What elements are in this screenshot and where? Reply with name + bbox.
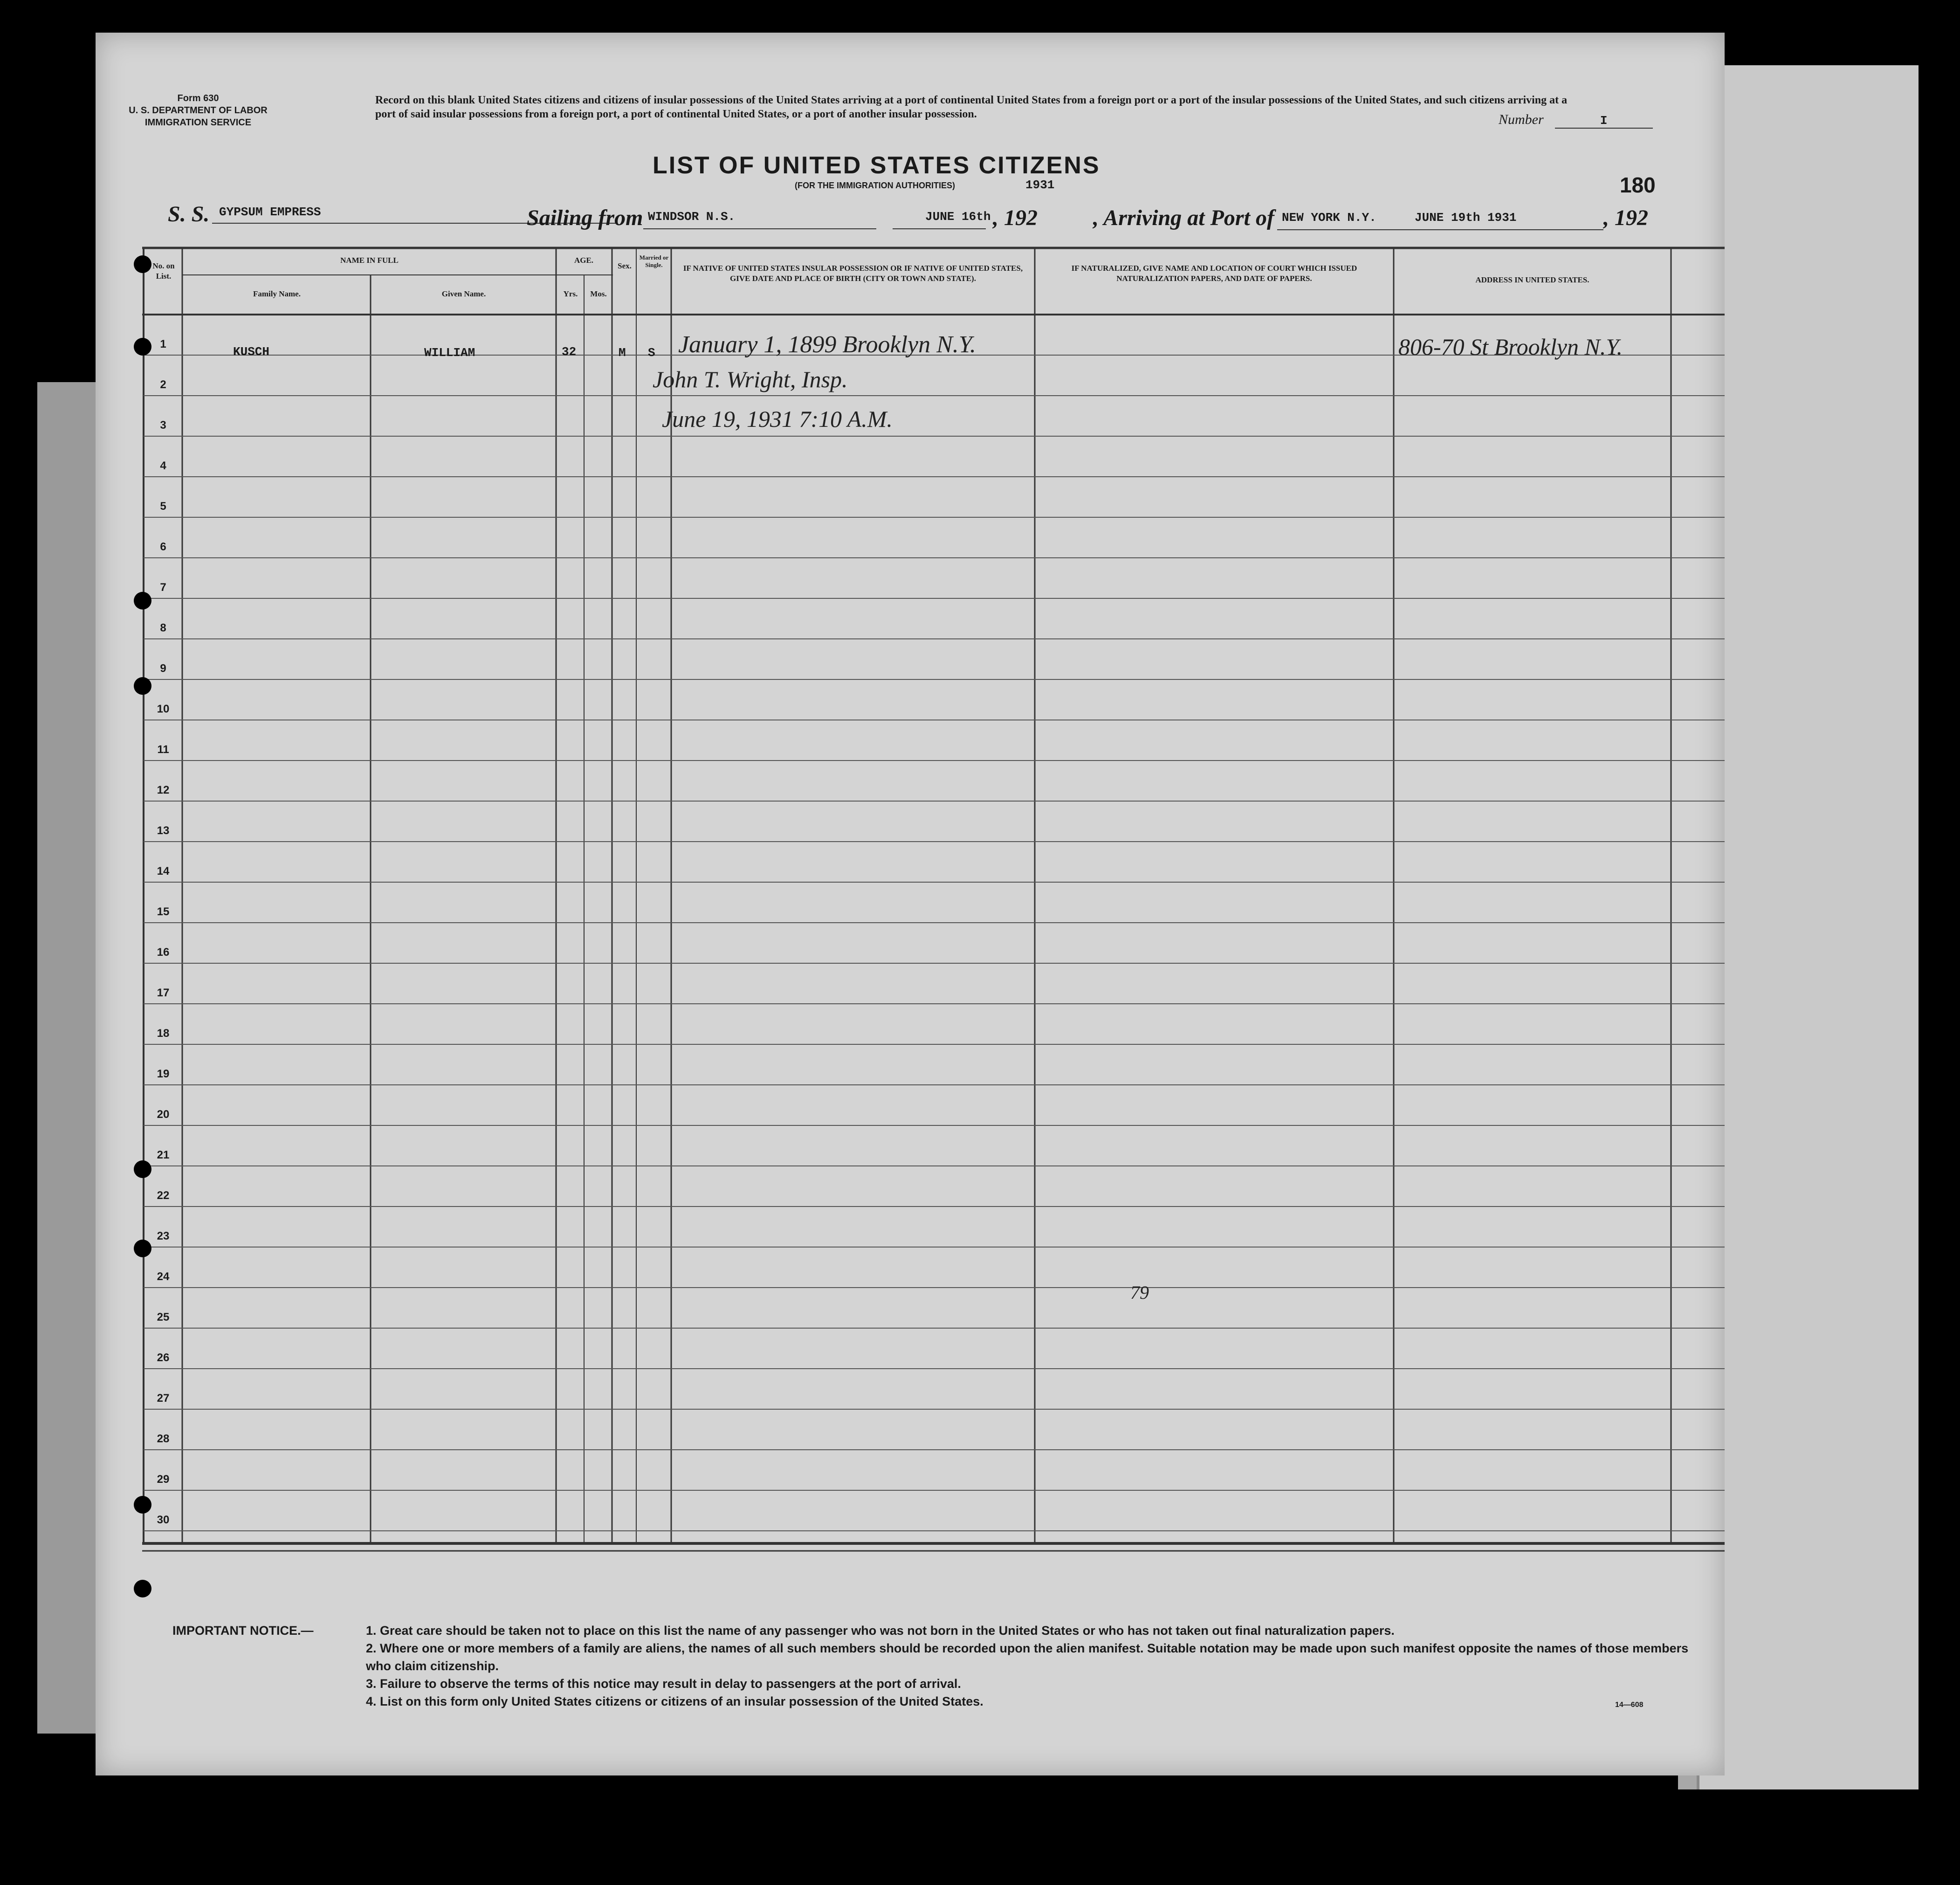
binder-hole (134, 677, 151, 695)
entry-address: 806-70 St Brooklyn N.Y. (1398, 334, 1623, 360)
stacked-pages-edge (37, 382, 98, 1734)
col-place-of-birth: IF NATIVE OF UNITED STATES INSULAR POSSESSION OR IF NATIVE OF UNITED STATES, GIVE DATE AND PLACE OF BIRTH (CITY OR TOWN AND STATE). (683, 264, 1023, 283)
row-number: 15 (157, 905, 170, 918)
row-number: 20 (157, 1108, 170, 1121)
col-married-single: Married or Single. (639, 254, 669, 268)
number-value: I (1555, 114, 1653, 129)
binder-hole (134, 255, 151, 273)
col-given-name: Given Name. (441, 289, 486, 298)
notice-item: 4. List on this form only United States citizens or citizens of an insular possession of the United States. (366, 1694, 983, 1708)
footer-code: 14—608 (1615, 1701, 1644, 1709)
service-name: IMMIGRATION SERVICE (144, 117, 252, 128)
row-number: 26 (157, 1351, 170, 1364)
entry-family-name: KUSCH (233, 345, 270, 359)
arriving-label: , Arriving at Port of (1093, 206, 1274, 230)
col-age-yrs: Yrs. (563, 289, 578, 298)
stray-mark: 79 (1130, 1282, 1149, 1303)
arrival-year-label: , 192 (1603, 206, 1648, 230)
form-instructions: Record on this blank United States citizens and citizens of insular possessions of the United States arriving at a port of continental United States from a foreign port or a port of the insular possessions of the United States, and such citizens arriving at a port of said insular possessions from a foreign port, a port of continental United States, or a port of another insular possession. (375, 94, 1568, 120)
col-age-mos: Mos. (590, 289, 607, 298)
entry-marital-status: S (648, 346, 655, 360)
row-number: 6 (160, 541, 166, 553)
row-number: 19 (157, 1068, 170, 1080)
row-number: 17 (157, 987, 170, 999)
entry-sex: M (619, 346, 626, 360)
row-number: 27 (157, 1392, 170, 1405)
binder-hole (134, 1160, 151, 1178)
row-number: 22 (157, 1189, 170, 1202)
row-number: 28 (157, 1433, 170, 1445)
row-number: 18 (157, 1027, 170, 1040)
row-number: 12 (157, 784, 170, 796)
binder-hole (134, 592, 151, 610)
row-number: 9 (160, 662, 166, 675)
sailing-label: Sailing from (527, 206, 643, 230)
row-number: 30 (157, 1514, 170, 1526)
notice-item: 3. Failure to observe the terms of this notice may result in delay to passengers at the port of arrival. (366, 1677, 961, 1691)
inspector-signature: John T. Wright, Insp. (653, 366, 848, 392)
sailing-date: JUNE 16th (925, 210, 991, 224)
entry-age-years: 32 (562, 345, 577, 359)
manifest-page (96, 33, 1725, 1775)
notice-item: 1. Great care should be taken not to place on this list the name of any passenger who was not born in the United States or who has not taken out final naturalization papers. (366, 1624, 1395, 1638)
row-number: 21 (157, 1149, 170, 1161)
page-subtitle: (FOR THE IMMIGRATION AUTHORITIES) (795, 181, 955, 190)
row-number: 13 (157, 824, 170, 837)
ship-name: GYPSUM EMPRESS (219, 205, 321, 219)
page-title: LIST OF UNITED STATES CITIZENS (653, 152, 1100, 179)
arrival-port: NEW YORK N.Y. (1282, 211, 1376, 225)
row-number: 25 (157, 1311, 170, 1323)
row-number: 8 (160, 622, 166, 634)
col-family-name: Family Name. (253, 289, 301, 298)
underlying-sheet (1697, 65, 1919, 1789)
arrival-date: JUNE 19th 1931 (1415, 211, 1517, 225)
form-number: Form 630 (177, 93, 219, 103)
col-number: No. on List. (152, 261, 175, 281)
sailing-port: WINDSOR N.S. (648, 210, 736, 224)
binder-hole (134, 338, 151, 356)
col-age: AGE. (574, 256, 594, 265)
row-number: 11 (157, 743, 169, 756)
row-number: 1 (160, 338, 166, 350)
sailing-year-label: , 192 (993, 206, 1038, 230)
row-number: 29 (157, 1473, 170, 1486)
row-number: 10 (157, 703, 170, 715)
col-sex: Sex. (618, 261, 632, 270)
row-number: 5 (160, 500, 166, 513)
row-number: 7 (160, 581, 166, 594)
row-number: 3 (160, 419, 166, 432)
row-number: 4 (160, 459, 166, 472)
binder-hole (134, 1240, 151, 1257)
row-number: 14 (157, 865, 170, 877)
col-address: ADDRESS IN UNITED STATES. (1475, 275, 1589, 284)
notice-items (366, 1622, 1694, 1710)
row-number: 23 (157, 1230, 170, 1242)
row-number: 2 (160, 378, 166, 391)
binder-hole (134, 1496, 151, 1514)
entry-birth-date-place: January 1, 1899 Brooklyn N.Y. (678, 331, 976, 358)
inspection-timestamp: June 19, 1931 7:10 A.M. (662, 406, 893, 432)
col-name-in-full: NAME IN FULL (340, 256, 399, 265)
entry-given-name: WILLIAM (424, 346, 475, 360)
notice-heading: IMPORTANT NOTICE.— (172, 1624, 314, 1638)
row-number: 16 (157, 946, 170, 959)
row-number: 24 (157, 1270, 170, 1283)
col-naturalization: IF NATURALIZED, GIVE NAME AND LOCATION OF COURT WHICH ISSUED NATURALIZATION PAPERS, AND DATE OF PAPERS. (1071, 264, 1357, 283)
department-name: U. S. DEPARTMENT OF LABOR (129, 105, 268, 116)
ss-label: S. S. (168, 202, 210, 226)
number-label: Number (1499, 112, 1544, 127)
notice-item: 2. Where one or more members of a family are aliens, the names of all such members should be recorded upon the alien manifest. Suitable notation may be made upon such manifest opposite the names of those members who claim citizenship. (366, 1641, 1689, 1673)
binder-hole (134, 1580, 151, 1597)
page-number: 180 (1620, 173, 1656, 197)
subtitle-year: 1931 (1025, 178, 1055, 192)
